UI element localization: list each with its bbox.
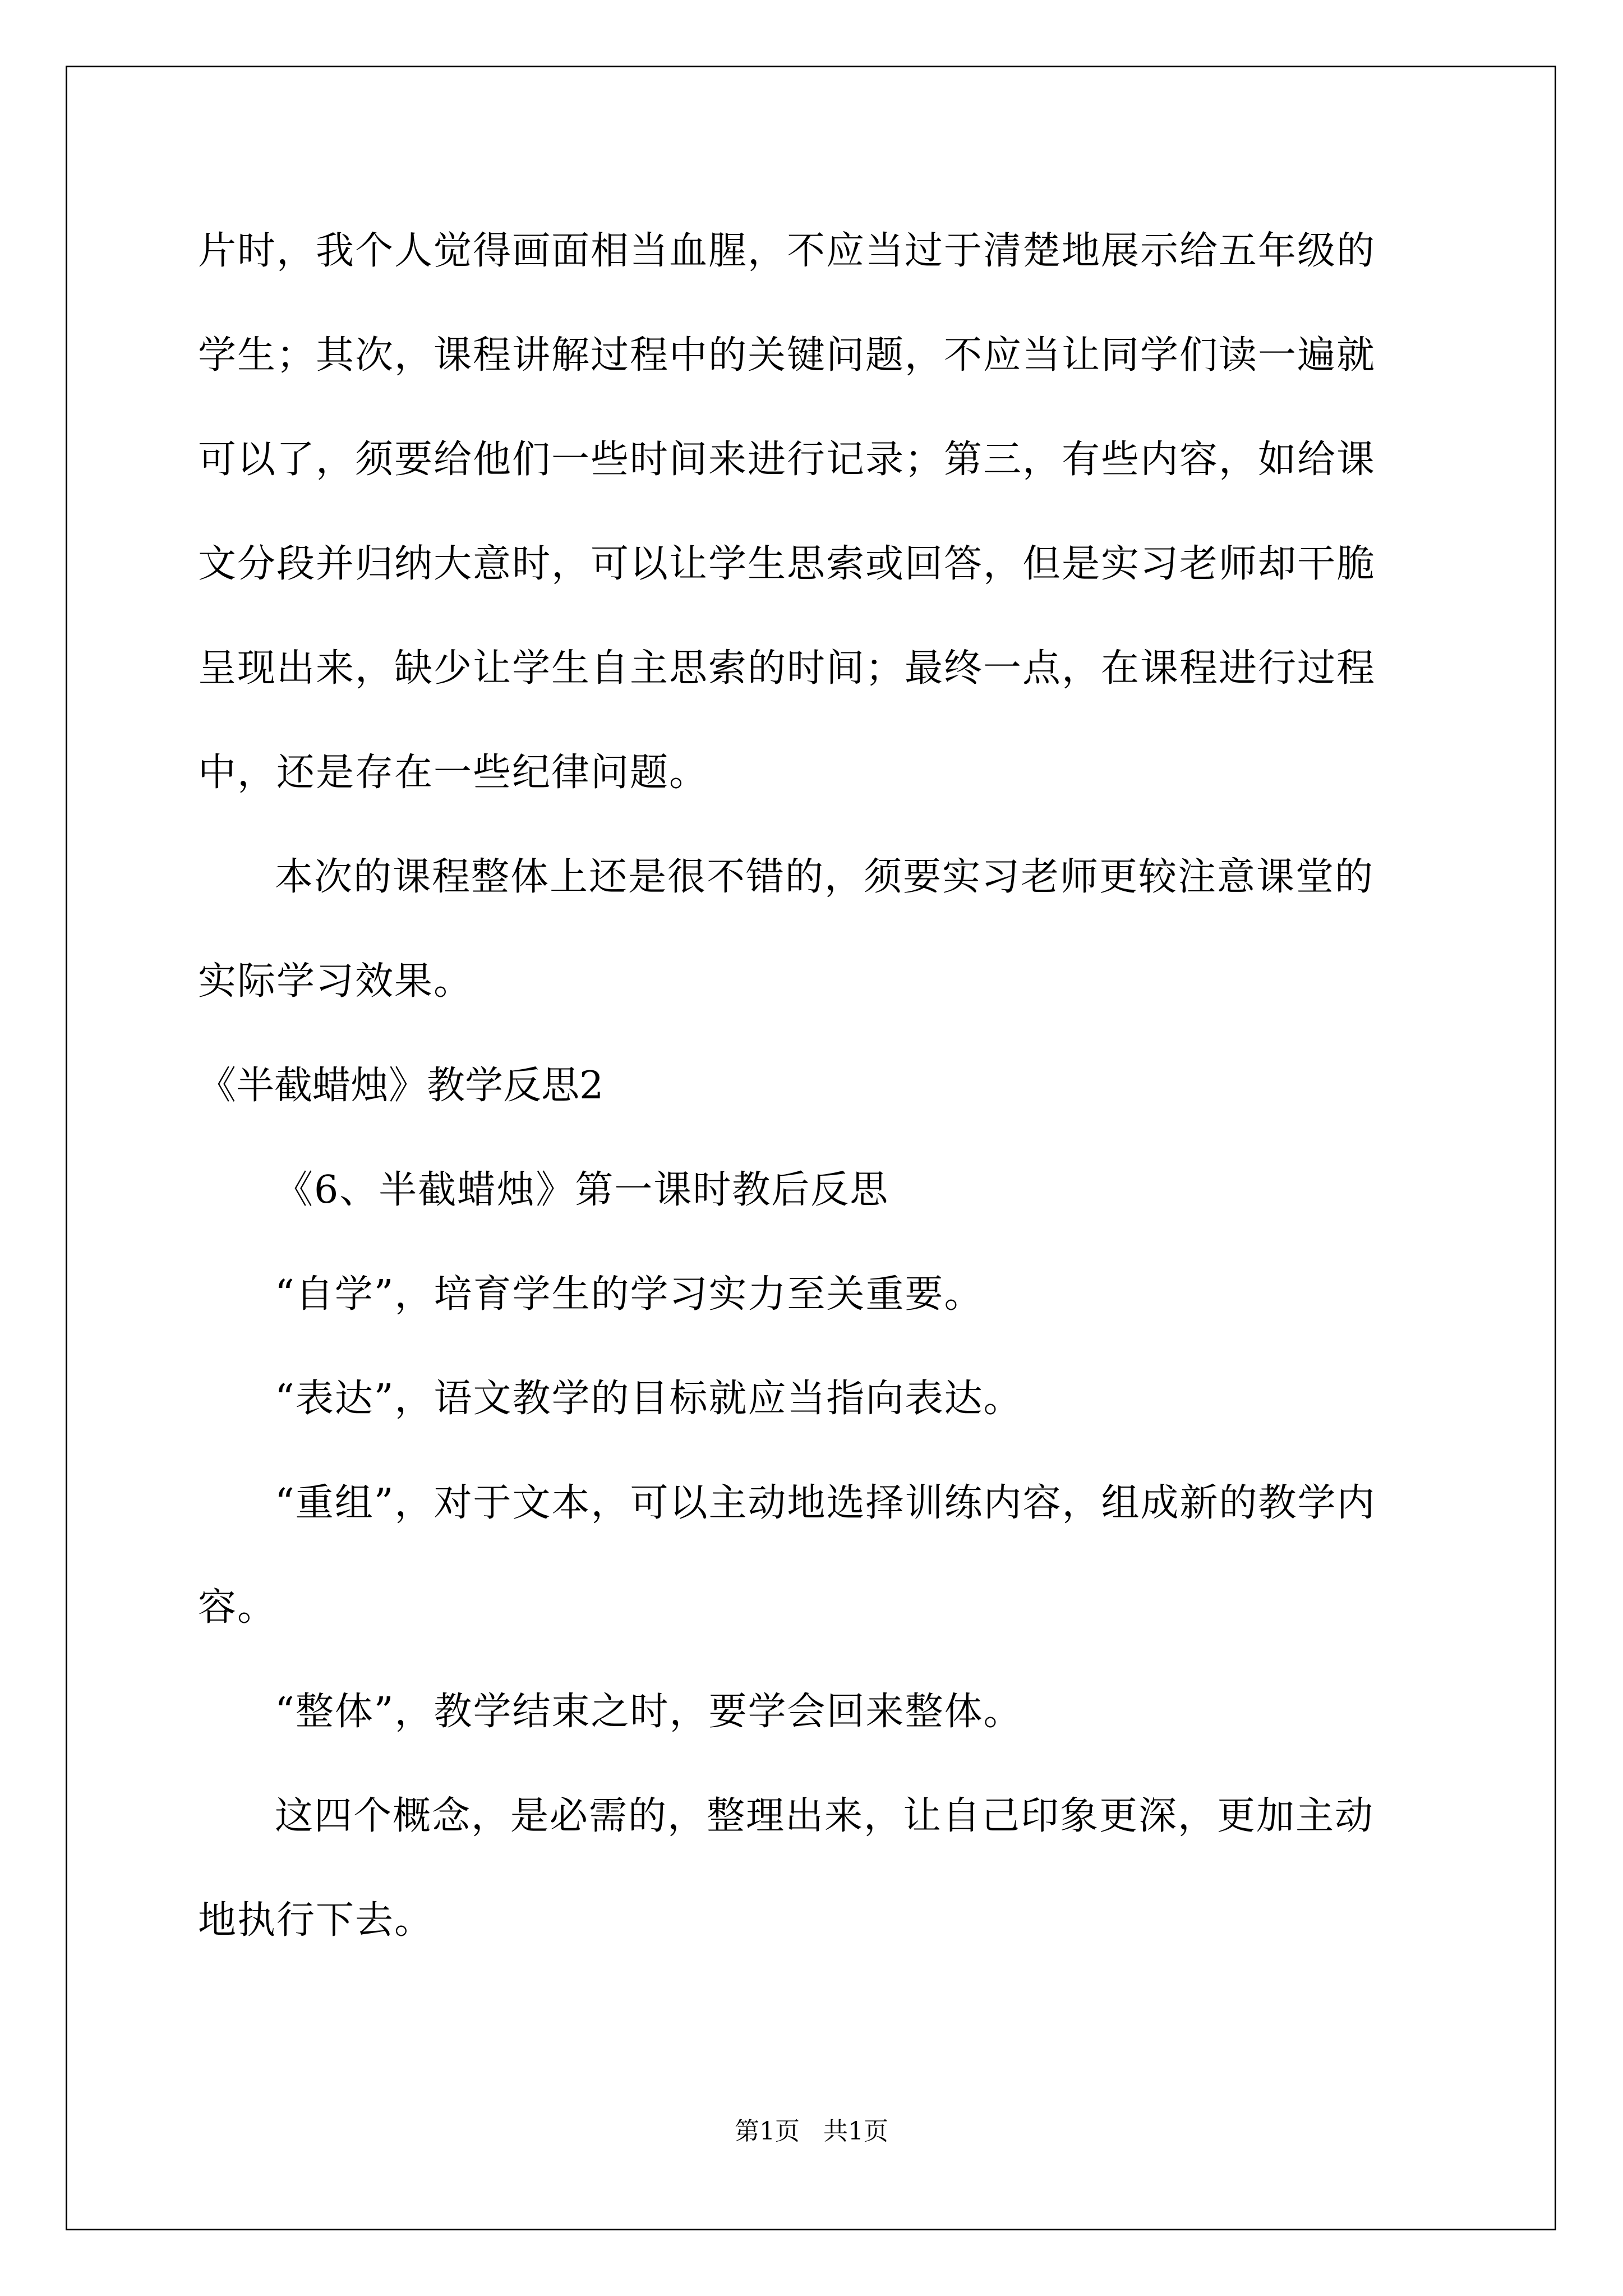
paragraph-2-line-1: 本次的课程整体上还是很不错的，须要实习老师更较注意课堂的 — [275, 855, 1375, 899]
paragraph-1-line-6: 中，还是存在一些纪律问题。 — [198, 751, 709, 795]
page-footer: 第1页 共1页 — [735, 2117, 888, 2146]
concept-reorganize-line-1: “重组”，对于文本，可以主动地选择训练内容，组成新的教学内 — [275, 1481, 1376, 1525]
paragraph-1-line-1: 片时，我个人觉得画面相当血腥，不应当过于清楚地展示给五年级的 — [198, 229, 1376, 273]
paragraph-1-line-3: 可以了，须要给他们一些时间来进行记录；第三，有些内容，如给课 — [198, 438, 1376, 482]
concept-self-study: “自学”，培育学生的学习实力至关重要。 — [275, 1272, 984, 1317]
paragraph-1-line-2: 学生；其次，课程讲解过程中的关键问题，不应当让同学们读一遍就 — [198, 333, 1376, 378]
section-heading: 《半截蜡烛》教学反思2 — [198, 1064, 604, 1108]
paragraph-3-line-2: 地执行下去。 — [198, 1898, 434, 1943]
concept-expression: “表达”，语文教学的目标就应当指向表达。 — [275, 1377, 1023, 1421]
paragraph-1-line-5: 呈现出来，缺少让学生自主思索的时间；最终一点，在课程进行过程 — [198, 646, 1376, 691]
paragraph-1-line-4: 文分段并归纳大意时，可以让学生思索或回答，但是实习老师却干脆 — [198, 542, 1376, 586]
paragraph-2-line-2: 实际学习效果。 — [198, 959, 473, 1004]
subheading: 《6、半截蜡烛》第一课时教后反思 — [275, 1168, 889, 1212]
concept-reorganize-line-2: 容。 — [198, 1585, 277, 1630]
paragraph-3-line-1: 这四个概念，是必需的，整理出来，让自己印象更深，更加主动 — [275, 1794, 1375, 1838]
concept-whole: “整体”，教学结束之时，要学会回来整体。 — [275, 1690, 1023, 1734]
